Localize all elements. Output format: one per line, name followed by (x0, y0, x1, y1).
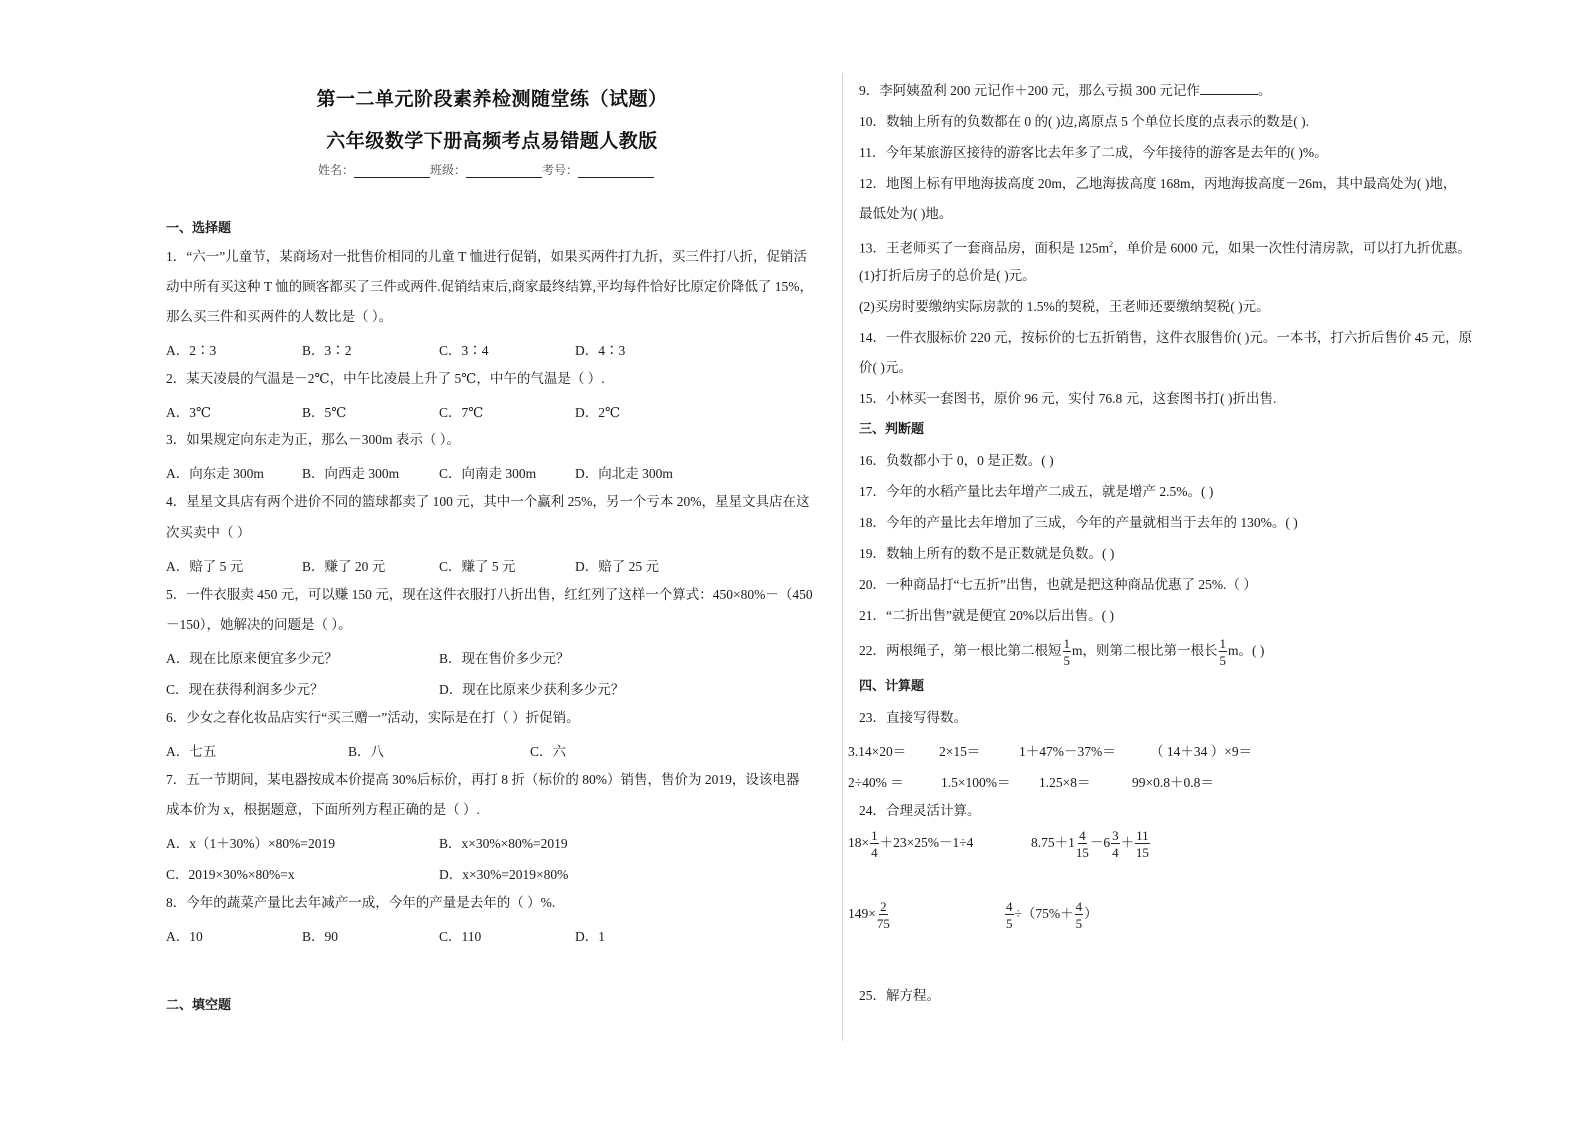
question-5-option-c[interactable]: C．现在获得利润多少元？ (166, 682, 324, 697)
question-6-option-a[interactable]: A．七五 (166, 744, 217, 759)
expression-2 (1031, 829, 1151, 859)
question-13-prefix: 13．王老师买了一套商品房，面积是 125m (859, 240, 1110, 256)
class-field[interactable] (466, 166, 542, 178)
name-field[interactable] (354, 166, 430, 178)
exam-no-field[interactable] (578, 166, 654, 178)
expression-3 (848, 900, 891, 930)
question-10-text: 10．数轴上所有的负数都在 0 的( )边,离原点 5 个单位长度的点表示的数是( ). (859, 114, 1309, 129)
question-2-option-b[interactable]: B．5℃ (302, 405, 347, 420)
denominator: 4 (871, 845, 878, 860)
question-22-middle: m，则第二根比第一根长 (1072, 643, 1218, 658)
question-5-text: 5．一件衣服卖 450 元，可以赚 150 元，现在这件衣服打八折出售，红红列了这样一个算式：450×80%－（450 (166, 587, 813, 602)
denominator: 4 (1112, 845, 1119, 860)
fraction (870, 829, 879, 859)
question-8-text: 8．今年的蔬菜产量比去年减产一成，今年的产量是去年的（ ）%. (166, 895, 556, 910)
question-5-text: －150），她解决的问题是（ ）。 (166, 617, 352, 632)
question-18-text: 18．今年的产量比去年增加了三成，今年的产量就相当于去年的 130%。( ) (859, 515, 1298, 530)
question-7-text: 7．五一节期间，某电器按成本价提高 30%后标价，再打 8 折（标价的 80%）销售，售价为 2019，设该电器 (166, 772, 800, 787)
section-heading-choice: 一、选择题 (166, 221, 232, 236)
answer-blank[interactable] (1200, 83, 1258, 95)
question-8-option-d[interactable]: D．1 (575, 929, 605, 944)
question-14-text: 价( )元。 (859, 360, 912, 375)
question-9-suffix: 。 (1257, 83, 1272, 98)
student-info (318, 161, 654, 178)
question-19-text: 19．数轴上所有的数不是正数就是负数。( ) (859, 546, 1115, 561)
question-5-option-a[interactable]: A．现在比原来便宜多少元？ (166, 651, 338, 666)
denominator: 5 (1063, 652, 1070, 668)
question-7-option-a[interactable]: A．x（1＋30%）×80%=2019 (166, 836, 335, 851)
question-14-text: 14．一件衣服标价 220 元，按标价的七五折销售，这件衣服售价( )元。一本书，打六折后售价 45 元，原 (859, 330, 1473, 345)
question-15-text: 15．小林买一套图书，原价 96 元，实付 76.8 元，这套图书打( )折出售. (859, 391, 1277, 406)
question-5-option-b[interactable]: B．现在售价多少元？ (439, 651, 570, 666)
question-1-option-a[interactable]: A．2∶3 (166, 343, 217, 358)
question-2-text: 2．某天凌晨的气温是－2℃，中午比凌晨上升了 5℃，中午的气温是（ ）. (166, 371, 605, 386)
calc-item: （ 14＋34 ）×9＝ (1150, 744, 1253, 759)
question-2-option-a[interactable]: A．3℃ (166, 405, 212, 420)
fraction (1075, 900, 1084, 930)
fraction (1005, 900, 1014, 930)
question-1-text: 动中所有买这种 T 恤的顾客都买了三件或两件.促销结束后,商家最终结算,平均每件恰好比原定价降低了 15%， (166, 279, 813, 294)
question-13-sub-2: (2)买房时要缴纳实际房款的 1.5%的契税，王老师还要缴纳契税( )元。 (859, 299, 1270, 314)
question-1-option-b[interactable]: B．3∶2 (302, 343, 352, 358)
question-1-text: 那么买三件和买两件的人数比是（ ）。 (166, 309, 393, 324)
question-8-option-c[interactable]: C．110 (439, 929, 482, 944)
question-3-text: 3．如果规定向东走为正，那么－300m 表示（ ）。 (166, 432, 461, 447)
question-22-text (859, 634, 1264, 668)
denominator: 5 (1075, 916, 1083, 931)
question-4-text: 次买卖中（ ） (166, 525, 251, 540)
numerator: 1 (871, 828, 878, 843)
expr-part: ＋ (1120, 835, 1135, 851)
question-4-option-b[interactable]: B．赚了 20 元 (302, 559, 386, 574)
question-6-option-b[interactable]: B．八 (348, 744, 385, 759)
question-2-option-c[interactable]: C．7℃ (439, 405, 484, 420)
denominator: 5 (1219, 652, 1227, 668)
question-11-text: 11．今年某旅游区接待的游客比去年多了二成，今年接待的游客是去年的( )%。 (859, 145, 1328, 160)
section-heading-true-false: 三、判断题 (859, 422, 925, 437)
question-6-text: 6．少女之春化妆品店实行“买三赠一”活动，实际是在打（ ）折促销。 (166, 710, 580, 725)
exam-no-label: 考号： (542, 163, 579, 177)
fraction (877, 900, 890, 930)
denominator: 5 (1006, 916, 1013, 931)
question-1-option-c[interactable]: C．3∶4 (439, 343, 489, 358)
question-3-option-c[interactable]: C．向南走 300m (439, 466, 537, 481)
numerator: 1 (1219, 635, 1227, 651)
question-23-prompt: 23．直接写得数。 (859, 710, 967, 725)
numerator: 4 (1075, 899, 1083, 914)
calc-item: 2×15＝ (939, 744, 981, 759)
question-25-prompt: 25．解方程。 (859, 988, 940, 1003)
expression-4 (1004, 900, 1098, 930)
question-3-option-b[interactable]: B．向西走 300m (302, 466, 400, 481)
calc-item: 3.14×20＝ (848, 744, 907, 759)
question-1-text: 1．“六一”儿童节，某商场对一批售价相同的儿童 T 恤进行促销，如果买两件打九折，买三件打八折，促销活 (166, 249, 807, 264)
question-1-option-d[interactable]: D．4∶3 (575, 343, 626, 358)
question-21-text: 21．“二折出售”就是便宜 20%以后出售。( ) (859, 608, 1114, 623)
fraction (1076, 829, 1089, 859)
name-label: 姓名： (318, 163, 355, 177)
expr-part: －6 (1089, 835, 1111, 851)
page-title: 第一二单元阶段素养检测随堂练（试题） (316, 88, 668, 110)
question-3-option-a[interactable]: A．向东走 300m (166, 466, 264, 481)
expr-part: ÷（75%＋ (1014, 906, 1074, 922)
numerator: 2 (880, 899, 887, 914)
expr-part: 18× (848, 835, 870, 851)
question-2-option-d[interactable]: D．2℃ (575, 405, 621, 420)
question-5-option-d[interactable]: D．现在比原来少获利多少元？ (439, 682, 625, 697)
question-7-option-c[interactable]: C．2019×30%×80%=x (166, 867, 295, 882)
numerator: 1 (1063, 635, 1070, 651)
question-13-text (859, 236, 1471, 258)
question-22-prefix: 22．两根绳子，第一根比第二根短 (859, 643, 1062, 658)
numerator: 4 (1006, 899, 1013, 914)
denominator: 75 (876, 916, 890, 931)
numerator: 11 (1136, 828, 1149, 843)
question-13-sub-1: (1)打折后房子的总价是( )元。 (859, 268, 1036, 283)
page-subtitle: 六年级数学下册高频考点易错题人教版 (326, 130, 658, 152)
expr-part: 8.75＋1 (1031, 835, 1075, 851)
question-8-option-a[interactable]: A．10 (166, 929, 203, 944)
section-heading-fill-blank: 二、填空题 (166, 998, 232, 1013)
calc-item: 1＋47%－37%＝ (1019, 744, 1116, 759)
fraction (1135, 829, 1150, 859)
column-divider (842, 73, 843, 1041)
expr-part: ） (1084, 906, 1098, 922)
calc-item: 99×0.8＋0.8＝ (1132, 775, 1214, 790)
question-24-prompt: 24．合理灵活计算。 (859, 803, 981, 818)
question-3-option-d[interactable]: D．向北走 300m (575, 466, 673, 481)
section-heading-calculation: 四、计算题 (859, 679, 925, 694)
question-6-option-c[interactable]: C．六 (530, 744, 567, 759)
fraction (1063, 637, 1072, 667)
question-16-text: 16．负数都小于 0，0 是正数。( ) (859, 453, 1054, 468)
question-12-text: 最低处为( )地。 (859, 206, 953, 221)
expr-part: 149× (848, 906, 876, 922)
numerator: 4 (1079, 828, 1086, 843)
question-17-text: 17．今年的水稻产量比去年增产二成五，就是增产 2.5%。( ) (859, 484, 1214, 499)
question-4-option-d[interactable]: D．赔了 25 元 (575, 559, 659, 574)
question-20-text: 20．一种商品打“七五折”出售，也就是把这种商品优惠了 25%.（ ） (859, 577, 1257, 592)
question-9-text (859, 82, 1271, 100)
question-22-suffix: m。( ) (1228, 643, 1265, 658)
question-9-prefix: 9．李阿姨盈利 200 元记作＋200 元，那么亏损 300 元记作 (859, 83, 1200, 98)
class-label: 班级： (430, 163, 467, 177)
expression-1 (848, 829, 973, 859)
question-8-option-b[interactable]: B．90 (302, 929, 339, 944)
fraction (1219, 637, 1228, 667)
denominator: 15 (1135, 845, 1149, 860)
calc-item: 1.25×8＝ (1039, 775, 1091, 790)
denominator: 15 (1075, 845, 1089, 860)
fraction (1111, 829, 1120, 859)
question-4-option-a[interactable]: A．赔了 5 元 (166, 559, 244, 574)
superscript: 2 (1109, 240, 1114, 249)
calc-item: 2÷40% ＝ (848, 775, 904, 790)
question-7-option-b[interactable]: B．x×30%×80%=2019 (439, 836, 568, 851)
expr-part: ＋23×25%－1÷4 (879, 835, 974, 851)
calc-item: 1.5×100%＝ (941, 775, 1011, 790)
numerator: 3 (1112, 828, 1119, 843)
question-13-suffix: ，单价是 6000 元，如果一次性付清房款，可以打九折优惠。 (1113, 240, 1471, 256)
question-4-text: 4．星星文具店有两个进价不同的篮球都卖了 100 元，其中一个赢利 25%，另一个亏本 20%，星星文具店在这 (166, 494, 810, 509)
question-4-option-c[interactable]: C．赚了 5 元 (439, 559, 516, 574)
question-7-text: 成本价为 x，根据题意，下面所列方程正确的是（ ）. (166, 802, 480, 817)
question-12-text: 12．地图上标有甲地海拔高度 20m，乙地海拔高度 168m，丙地海拔高度－26m，其中最高处为( )地， (859, 176, 1457, 191)
question-7-option-d[interactable]: D．x×30%=2019×80% (439, 867, 569, 882)
